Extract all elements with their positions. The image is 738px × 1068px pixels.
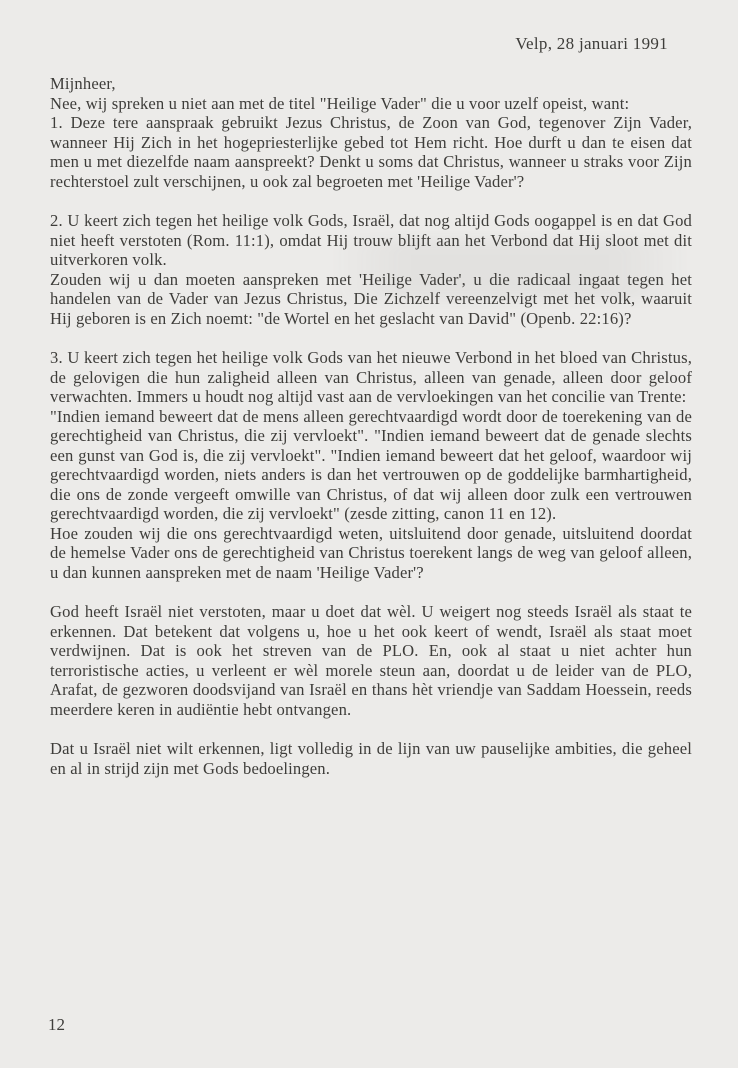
paragraph-gap xyxy=(50,328,692,348)
paragraph-israel: God heeft Israël niet verstoten, maar u doet dat wèl. U weigert nog steeds Israël als staat te erkennen. Dat betekent dat volgens u, hoe u het ook keert of wendt, Israël als staat moet verdwijnen. Dat is ook het streven van de PLO. En, ook al staat u niet achter hun terroristische acties, u verleent er wèl morele steun aan, doordat u de leider van de PLO, Arafat, de gezworen doodsvijand van Israël en thans hèt vriendje van Saddam Hoessein, reeds meerdere keren in audiëntie hebt ontvangen. xyxy=(50,602,692,719)
letter-body xyxy=(50,74,692,778)
point-1: 1. Deze tere aanspraak gebruikt Jezus Christus, de Zoon van God, tegenover Zijn Vader, wanneer Hij Zich in het hogepriesterlijke gebed tot Hem richt. Hoe durft u dan te eisen dat men u met diezelfde naam aanspreekt? Denkt u soms dat Christus, wanneer u straks voor Zijn rechterstoel zult verschijnen, u ook zal begroeten met 'Heilige Vader'? xyxy=(50,113,692,191)
point-3-quote: "Indien iemand beweert dat de mens alleen gerechtvaardigd wordt door de toerekening van de gerechtigheid van Christus, die zij vervloekt". "Indien iemand beweert dat de genade slechts een gunst van God is, die zij vervloekt". "Indien iemand beweert dat het geloof, waardoor wij gerechtvaardigd worden, niets anders is dan het vertrouwen op de goddelijke barmhartigheid, die ons de zonde vergeeft omwille van Christus, of dat wij alleen door zulk een vertrouwen gerechtvaardigd worden, die zij vervloekt" (zesde zitting, canon 11 en 12). xyxy=(50,406,692,523)
point-2-part-a: 2. U keert zich tegen het heilige volk Gods, Israël, dat nog altijd Gods oogappel is en dat God niet heeft verstoten (Rom. 11:1), omdat Hij trouw blijft aan het Verbond dat Hij sloot met dit uitverkoren volk. xyxy=(50,211,692,269)
paragraph-gap xyxy=(50,719,692,739)
point-2-part-b: Zouden wij u dan moeten aanspreken met 'Heilige Vader', u die radicaal ingaat tegen het handelen van de Vader van Jezus Christus, Die Zichzelf vereenzelvigt met het volk, waaruit Hij geboren is en Zich noemt: "de Wortel en het geslacht van David" (Openb. 22:16)? xyxy=(50,269,692,328)
paragraph-gap xyxy=(50,191,692,211)
dateline: Velp, 28 januari 1991 xyxy=(515,34,668,53)
point-3-part-a: 3. U keert zich tegen het heilige volk Gods van het nieuwe Verbond in het bloed van Christus, de gelovigen die hun zaligheid alleen van Christus, alleen van genade, alleen door geloof verwachten. Immers u houdt nog altijd vast aan de vervloekingen van het concilie van Trente: xyxy=(50,348,692,406)
point-3-part-c: Hoe zouden wij die ons gerechtvaardigd weten, uitsluitend door genade, uitsluitend doordat de hemelse Vader ons de gerechtigheid van Christus toerekent langs de weg van geloof alleen, u dan kunnen aanspreken met de naam 'Heilige Vader'? xyxy=(50,523,692,582)
paragraph-gap xyxy=(50,582,692,602)
intro-paragraph: Nee, wij spreken u niet aan met de titel "Heilige Vader" die u voor uzelf opeist, want: xyxy=(50,93,630,113)
paragraph-ambitions: Dat u Israël niet wilt erkennen, ligt volledig in de lijn van uw pauselijke ambities, die geheel en al in strijd zijn met Gods bedoelingen. xyxy=(50,739,692,778)
salutation: Mijnheer, xyxy=(50,74,116,93)
page-number: 12 xyxy=(48,1015,65,1034)
